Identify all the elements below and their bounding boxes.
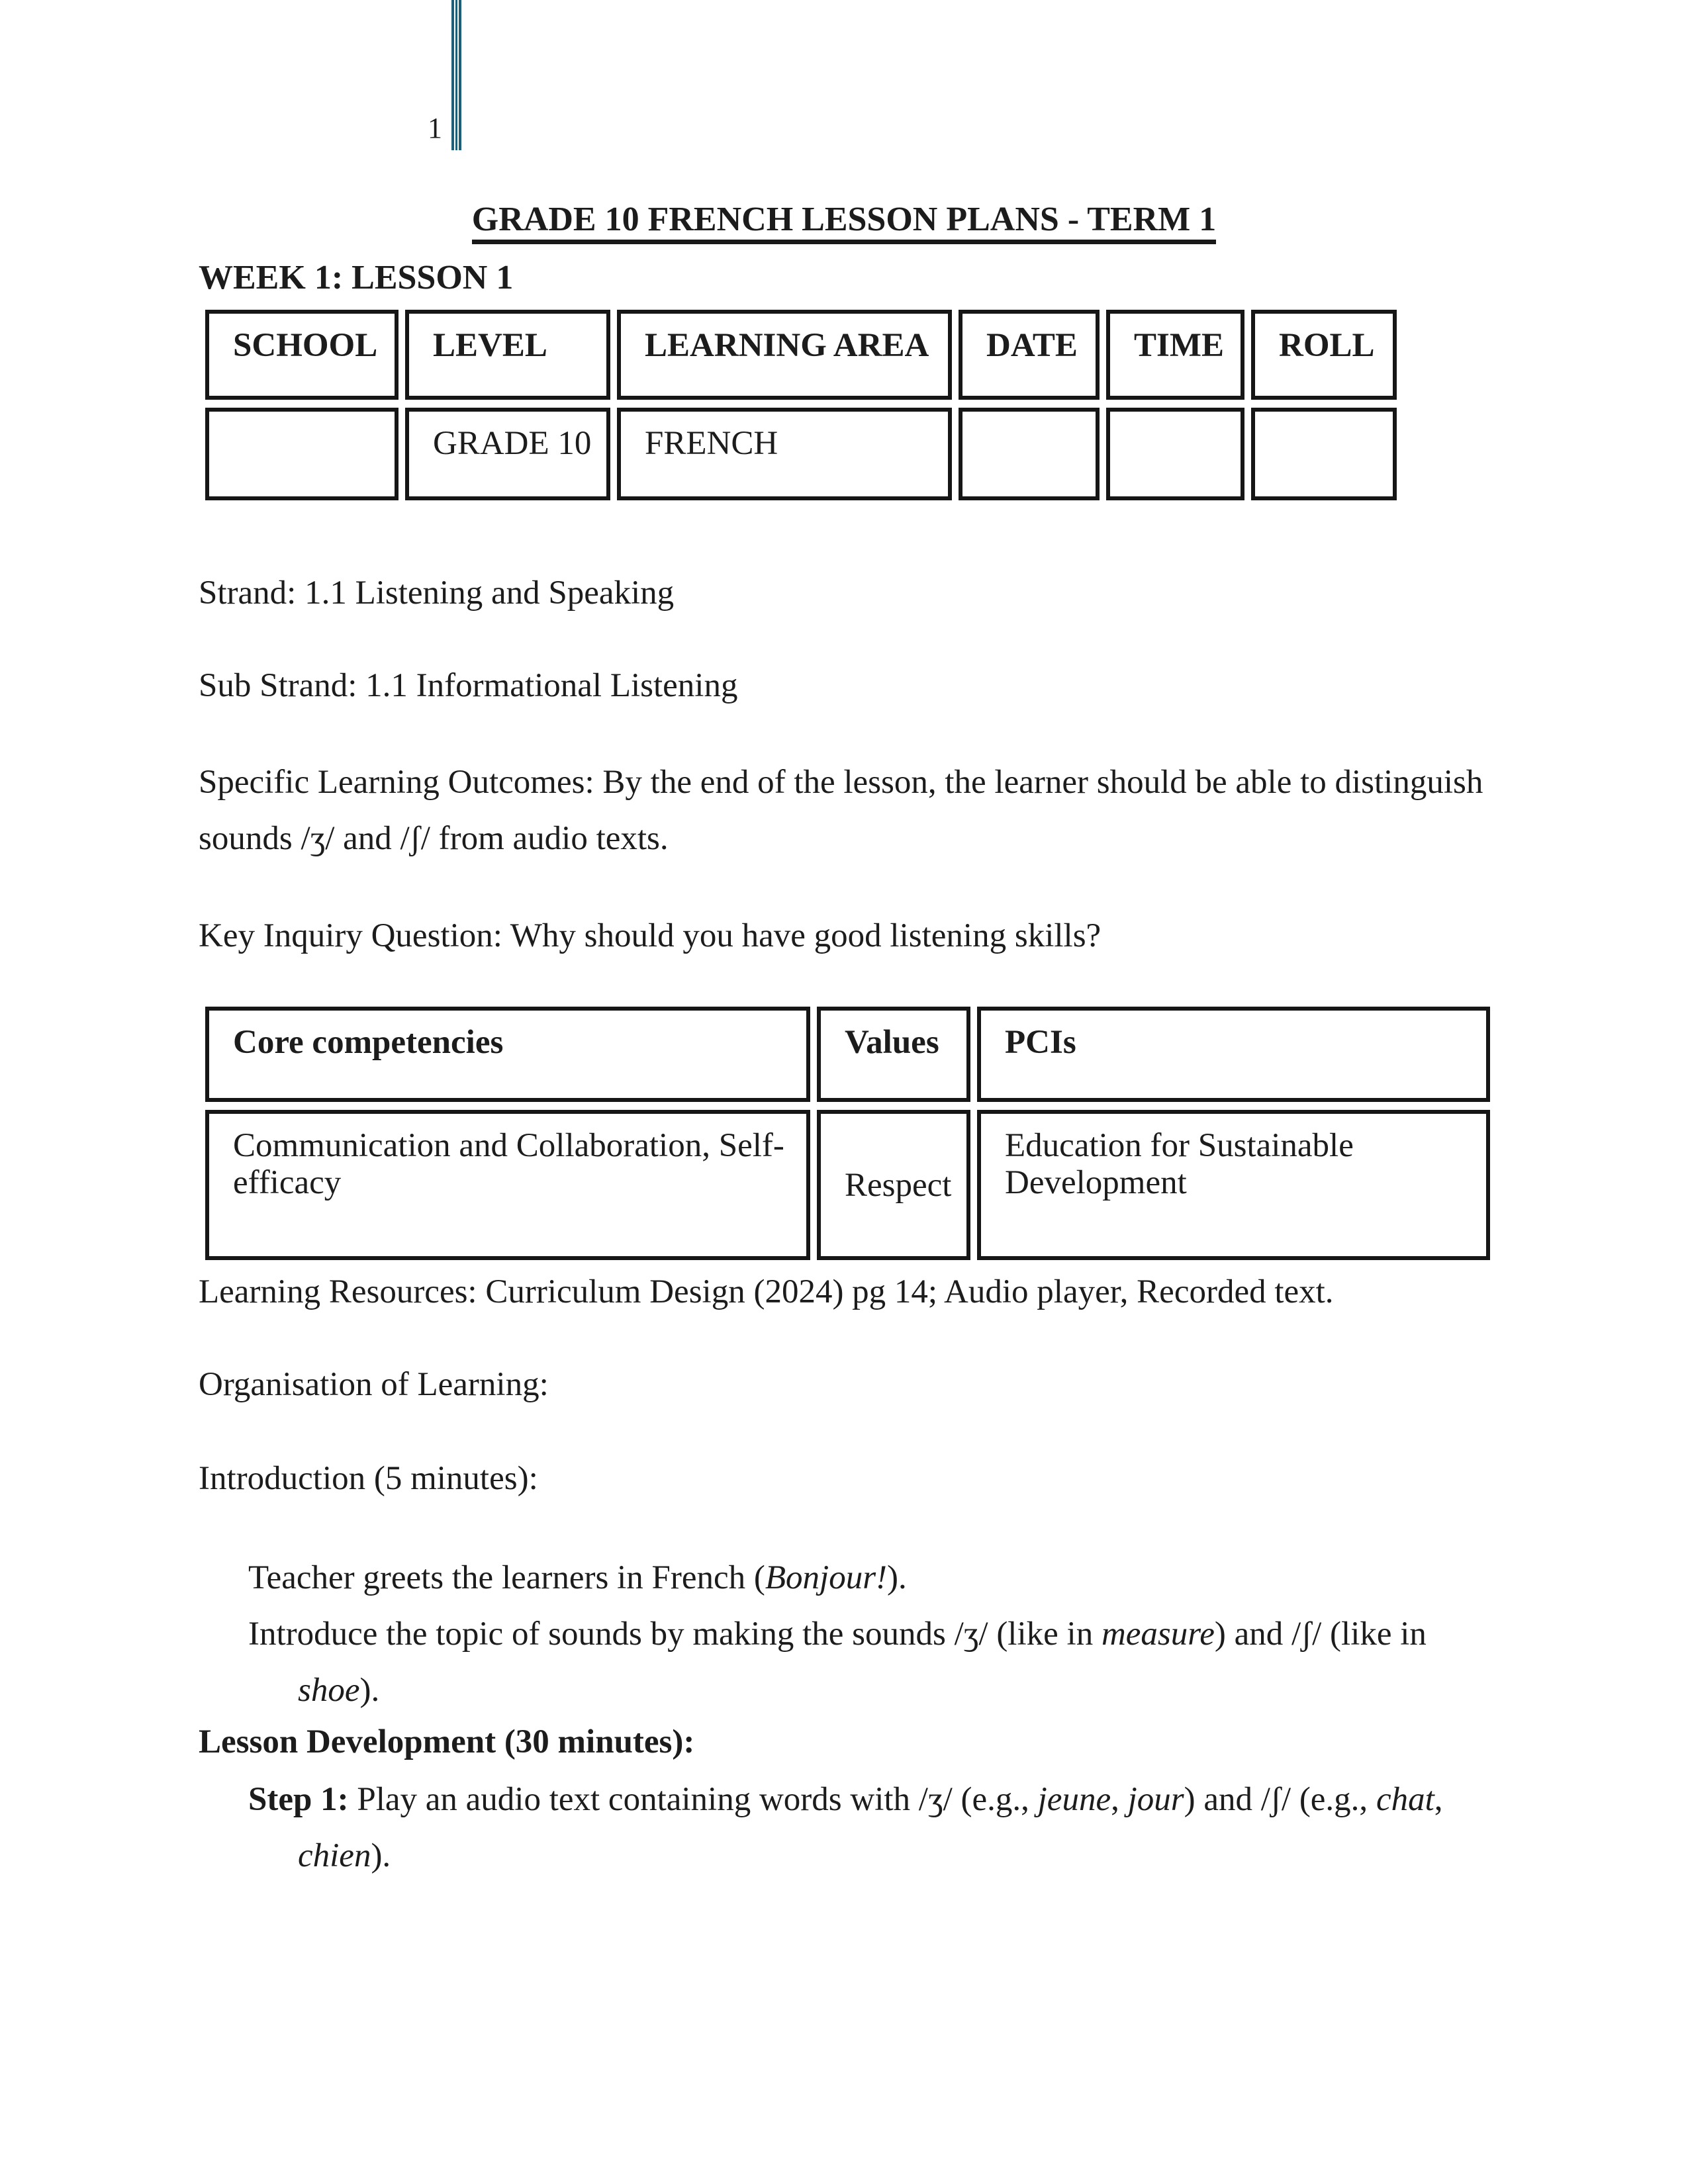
step1-paragraph [248, 1772, 1493, 1884]
info-header-date: DATE [959, 310, 1100, 400]
rule-stripe [459, 0, 461, 150]
text-run-italic: shoe [298, 1672, 360, 1709]
competency-header-core: Core competencies [205, 1007, 810, 1102]
info-header-learning-area: LEARNING AREA [617, 310, 952, 400]
introduction-heading: Introduction (5 minutes): [199, 1460, 538, 1497]
text-run: ) and /ʃ/ (e.g., [1184, 1781, 1376, 1818]
learning-resources-paragraph: Learning Resources: Curriculum Design (2024) pg 14; Audio player, Recorded text. [199, 1273, 1334, 1310]
text-run: ). [359, 1672, 380, 1709]
info-cell-school [205, 408, 399, 500]
key-inquiry-paragraph: Key Inquiry Question: Why should you have good listening skills? [199, 917, 1102, 954]
info-table-data-row [205, 408, 1397, 500]
text-run: , [1111, 1781, 1128, 1818]
document-title-row [199, 199, 1489, 241]
info-header-school: SCHOOL [205, 310, 399, 400]
text-run: ). [371, 1837, 391, 1874]
text-run: Teacher greets the learners in French ( [248, 1559, 765, 1596]
text-run-italic: Bonjour! [765, 1559, 888, 1596]
text-run: Introduce the topic of sounds by making the sounds /ʒ/ (like in [248, 1615, 1102, 1653]
competency-header-values: Values [817, 1007, 970, 1102]
info-header-level: LEVEL [405, 310, 610, 400]
text-run-italic: chien [298, 1837, 371, 1874]
competency-header-pcis: PCIs [977, 1007, 1490, 1102]
text-run-italic: jeune [1037, 1781, 1111, 1818]
organisation-heading: Organisation of Learning: [199, 1366, 549, 1403]
introduction-activity-item [248, 1606, 1493, 1719]
info-cell-date [959, 408, 1100, 500]
rule-stripe [455, 0, 457, 150]
competency-header-row [205, 1007, 1490, 1102]
competency-data-row [205, 1110, 1490, 1260]
lesson-development-heading: Lesson Development (30 minutes): [199, 1723, 695, 1760]
margin-rule-line [451, 0, 461, 150]
introduction-activity-item [248, 1550, 1493, 1606]
info-cell-time [1106, 408, 1244, 500]
text-run: ). [887, 1559, 907, 1596]
text-run-italic: measure [1101, 1615, 1215, 1653]
page-number: 1 [428, 112, 442, 144]
step-label: Step 1: [248, 1781, 349, 1818]
competency-cell-pcis: Education for Sustainable Development [977, 1110, 1490, 1260]
info-cell-learning-area: FRENCH [617, 408, 952, 500]
specific-learning-outcomes-paragraph: Specific Learning Outcomes: By the end of the lesson, the learner should be able to distinguish sounds /ʒ/ and /ʃ/ from audio texts. [199, 764, 1483, 857]
text-run: Play an audio text containing words with /ʒ/ (e.g., [348, 1781, 1038, 1818]
document-title: GRADE 10 FRENCH LESSON PLANS - TERM 1 [472, 201, 1216, 244]
text-run-italic: chat [1376, 1781, 1434, 1818]
text-run: , [1434, 1781, 1443, 1818]
introduction-activity-list [248, 1550, 1493, 1719]
info-header-time: TIME [1106, 310, 1244, 400]
info-cell-roll [1251, 408, 1397, 500]
strand-paragraph: Strand: 1.1 Listening and Speaking [199, 574, 675, 612]
info-cell-level: GRADE 10 [405, 408, 610, 500]
competency-table [199, 999, 1497, 1268]
competency-cell-values: Respect [817, 1110, 970, 1260]
week-heading: WEEK 1: LESSON 1 [199, 259, 514, 296]
lesson-info-table [199, 302, 1403, 508]
rule-stripe [451, 0, 454, 150]
text-run: ) and /ʃ/ (like in [1214, 1615, 1427, 1653]
sub-strand-paragraph: Sub Strand: 1.1 Informational Listening [199, 667, 738, 704]
info-table-header-row [205, 310, 1397, 400]
text-run-italic: jour [1127, 1781, 1184, 1818]
info-header-roll: ROLL [1251, 310, 1397, 400]
competency-cell-core: Communication and Collaboration, Self-efficacy [205, 1110, 810, 1260]
